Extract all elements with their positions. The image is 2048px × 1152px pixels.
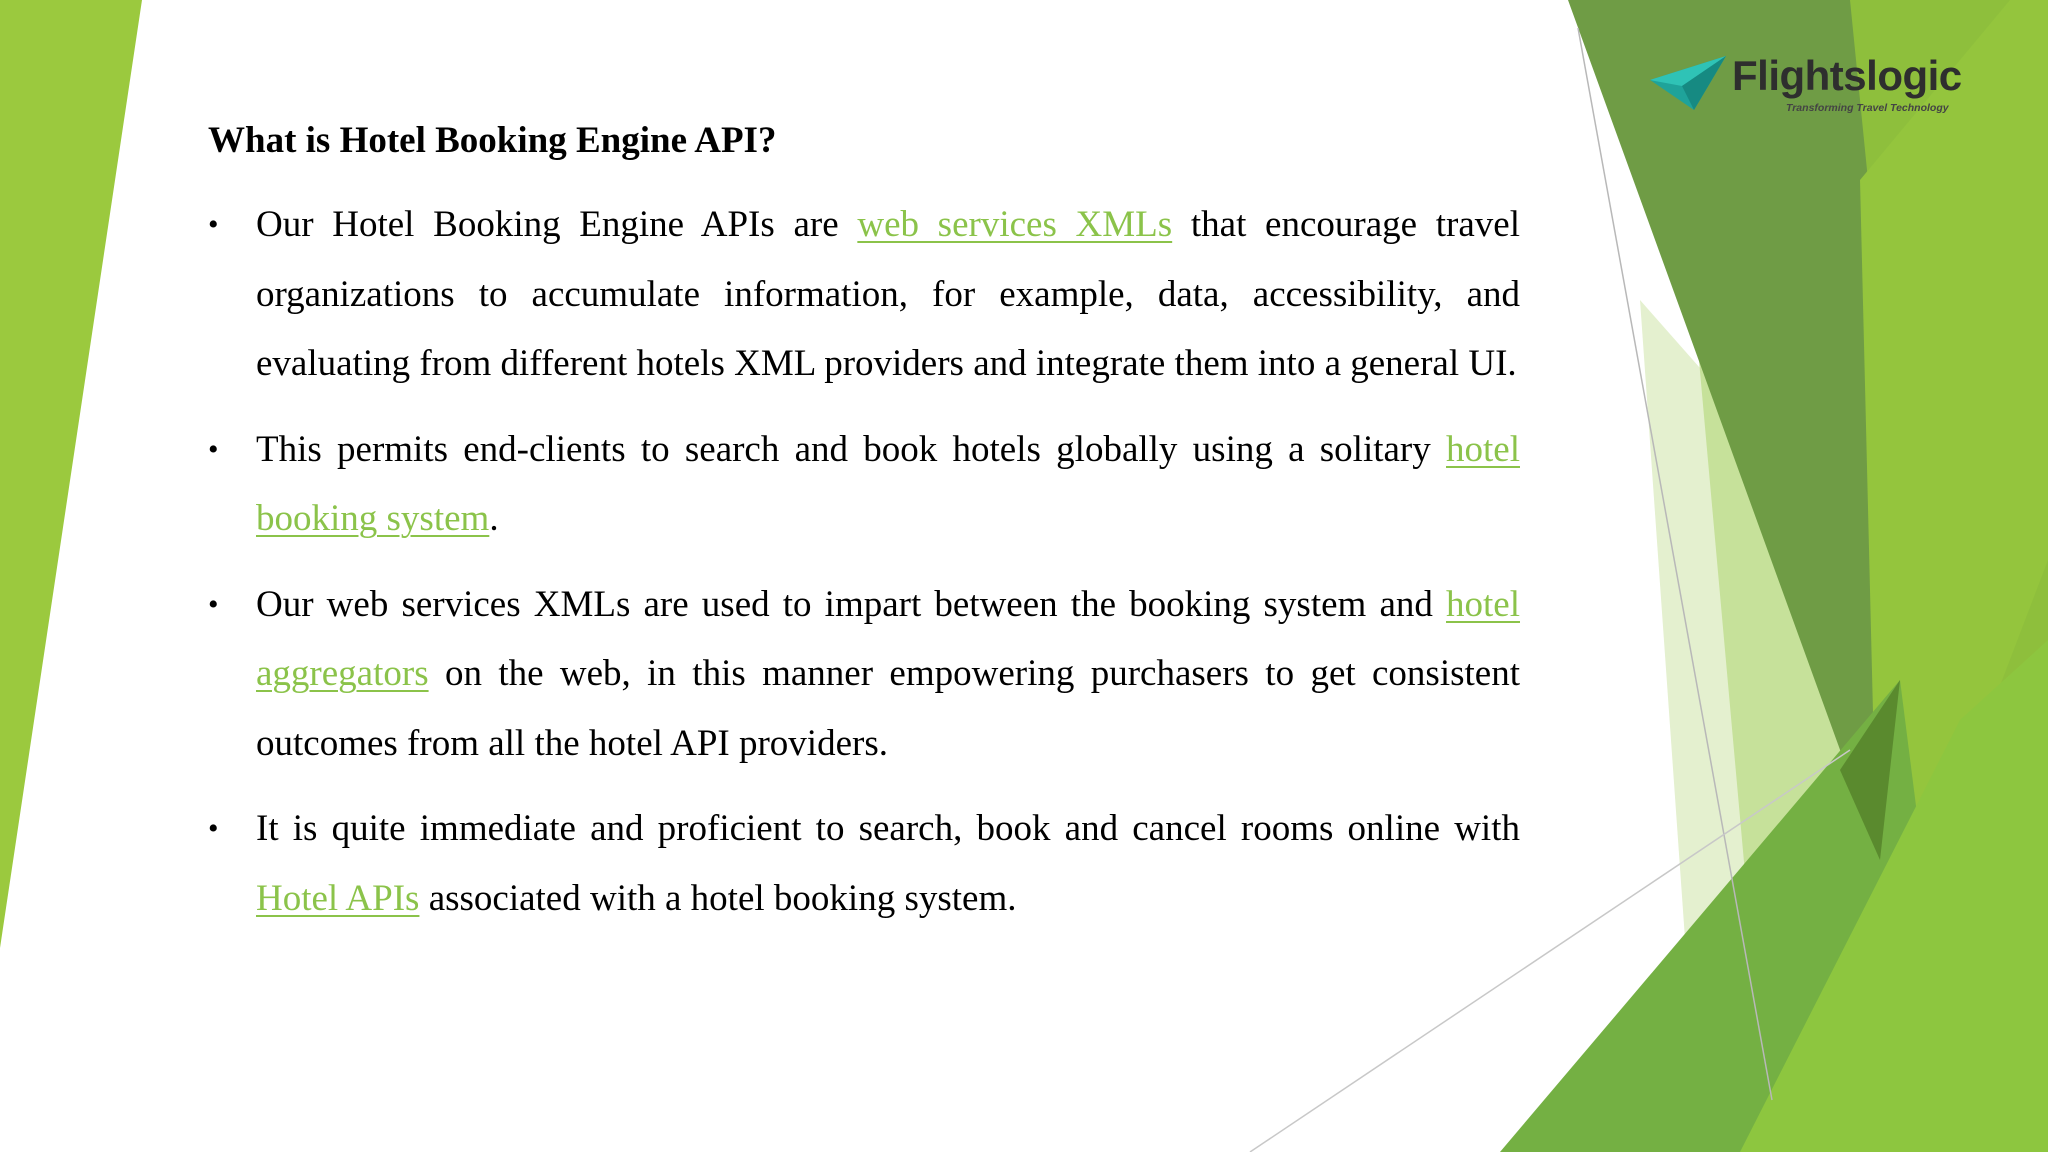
bullet-text: . bbox=[489, 498, 499, 539]
bullet-dot: • bbox=[208, 812, 219, 845]
paper-plane-icon bbox=[1648, 54, 1730, 112]
bullet-text: on the web, in this manner empowering purchasers to get consistent outcomes from all the hotel API providers. bbox=[256, 653, 1520, 764]
left-green-band bbox=[0, 0, 142, 948]
logo-tagline: Transforming Travel Technology bbox=[1786, 102, 1949, 114]
bullet-text: Our Hotel Booking Engine APIs are bbox=[256, 204, 858, 245]
link-hotel-apis[interactable]: Hotel APIs bbox=[256, 877, 420, 919]
bullet-item bbox=[208, 190, 1520, 399]
bullet-text: that encourage travel organizations to accumulate information, for example, data, accessibility, and evaluating from different hotels XML providers and integrate them into a general UI. bbox=[256, 204, 1520, 384]
slide-content bbox=[208, 112, 1520, 949]
link-hotel-booking-system[interactable]: hotel booking system bbox=[256, 428, 1520, 539]
logo-wordmark: Flightslogic bbox=[1732, 52, 1962, 99]
link-hotel-aggregators[interactable]: hotel aggregators bbox=[256, 583, 1520, 694]
bullet-list bbox=[208, 190, 1520, 933]
bullet-dot: • bbox=[208, 587, 219, 621]
bullet-text: It is quite immediate and proficient to search, book and cancel rooms online with bbox=[256, 808, 1520, 849]
bullet-text: This permits end-clients to search and book hotels globally using a solitary bbox=[256, 428, 1447, 470]
bullet-text: Our web services XMLs are used to impart between the booking system and bbox=[256, 583, 1447, 625]
bullet-item bbox=[208, 570, 1520, 779]
bullet-dot: • bbox=[208, 208, 219, 241]
slide-title: What is Hotel Booking Engine API? bbox=[208, 120, 777, 161]
flightslogic-logo bbox=[1648, 52, 1962, 122]
bullet-item bbox=[208, 794, 1520, 933]
bullet-dot: • bbox=[208, 432, 219, 466]
link-web-services-xmls[interactable]: web services XMLs bbox=[857, 204, 1173, 245]
bullet-text: associated with a hotel booking system. bbox=[419, 877, 1017, 919]
bullet-item bbox=[208, 415, 1520, 554]
